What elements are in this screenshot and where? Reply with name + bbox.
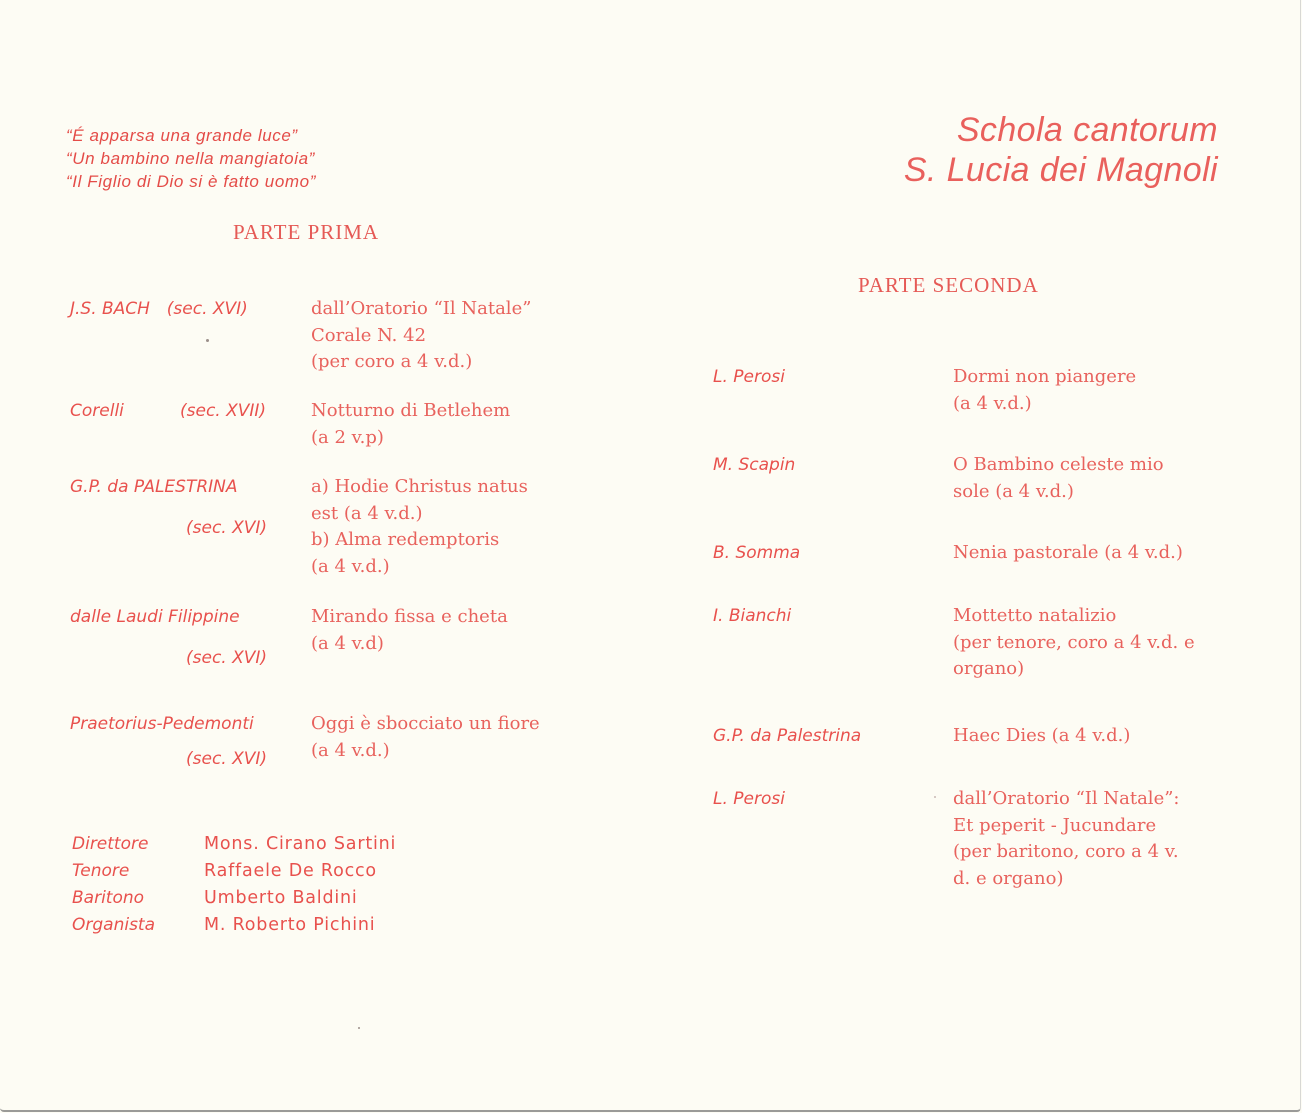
piece	[311, 474, 528, 580]
credits-names	[204, 831, 396, 939]
piece-line: Et peperit - Jucundare	[953, 814, 1157, 836]
piece-line: Haec Dies (a 4 v.d.)	[953, 725, 1131, 746]
composer-era: (sec. XVII)	[180, 401, 267, 421]
composer-name: I. Bianchi	[713, 606, 792, 626]
piece-line: (a 4 v.d.)	[311, 555, 390, 577]
title-line-1: Schola cantorum	[956, 111, 1218, 149]
piece-line: (per baritono, coro a 4 v.	[953, 841, 1179, 862]
composer-name: G.P. da PALESTRINA	[70, 477, 238, 497]
piece-line: (a 2 v.p)	[311, 426, 384, 448]
composer-name: L. Perosi	[713, 789, 785, 809]
piece-line: O Bambino celeste mio	[953, 454, 1164, 475]
piece	[311, 296, 531, 376]
composer-name: dalle Laudi Filippine	[70, 607, 240, 627]
piece-line: Corale N. 42	[311, 324, 427, 346]
composer-era: (sec. XVI)	[186, 749, 268, 769]
piece-line: (a 4 v.d.)	[953, 392, 1032, 414]
composer-name: B. Somma	[713, 543, 801, 563]
composer-name: M. Scapin	[713, 455, 796, 475]
piece-line: Notturno di Betlehem	[311, 400, 511, 421]
piece-line: Mirando fissa e cheta	[311, 606, 508, 627]
piece	[953, 723, 1130, 750]
credit-name: Raffaele De Rocco	[204, 861, 377, 881]
piece	[953, 540, 1183, 567]
epigraph-line: “Il Figlio di Dio si è fatto uomo”	[66, 172, 316, 191]
credit-role: Direttore	[72, 834, 149, 854]
piece-line: Nenia pastorale (a 4 v.d.)	[953, 542, 1183, 563]
composer-era: (sec. XVI)	[186, 648, 268, 668]
composer	[70, 296, 248, 322]
piece	[953, 364, 1136, 417]
piece-line: (per coro a 4 v.d.)	[311, 351, 473, 372]
piece	[311, 711, 540, 764]
credit-name: M. Roberto Pichini	[204, 915, 376, 935]
piece	[953, 603, 1195, 683]
credit-role: Tenore	[72, 861, 130, 881]
piece-line: Oggi è sbocciato un fiore	[311, 713, 540, 734]
piece-line: (a 4 v.d.)	[311, 739, 390, 761]
composer-name: Praetorius-Pedemonti	[70, 714, 254, 734]
piece	[311, 398, 510, 451]
credits-roles	[72, 831, 155, 939]
epigraph-line: “Un bambino nella mangiatoia”	[66, 149, 315, 168]
epigraph	[66, 124, 316, 193]
piece-line: Dormi non piangere	[953, 366, 1137, 387]
piece-line: b) Alma redemptoris	[311, 529, 500, 550]
title-line-2: S. Lucia dei Magnoli	[903, 151, 1218, 189]
piece	[953, 786, 1180, 892]
piece-line: a) Hodie Christus natus	[311, 476, 528, 497]
composer-name: G.P. da Palestrina	[713, 726, 862, 746]
credit-name: Umberto Baldini	[204, 888, 358, 908]
piece	[953, 452, 1164, 505]
ink-speck	[206, 339, 209, 342]
parte-seconda-heading: PARTE SECONDA	[858, 273, 1039, 297]
piece-line: est (a 4 v.d.)	[311, 502, 423, 524]
piece-line: sole (a 4 v.d.)	[953, 480, 1074, 502]
credit-role: Organista	[72, 915, 156, 935]
piece-line: (per tenore, coro a 4 v.d. e	[953, 631, 1195, 653]
piece-line: dall’Oratorio “Il Natale”:	[953, 788, 1180, 809]
parte-prima-heading: PARTE PRIMA	[233, 220, 380, 244]
credit-name: Mons. Cirano Sartini	[204, 834, 397, 854]
choir-title	[904, 110, 1218, 190]
piece	[311, 604, 508, 657]
piece-line: dall’Oratorio “Il Natale”	[311, 298, 532, 319]
composer-name: J.S. BACH	[70, 299, 150, 319]
epigraph-line: “É apparsa una grande luce”	[66, 126, 298, 145]
paper-speck	[358, 1027, 360, 1029]
composer-name: Corelli	[70, 401, 124, 421]
piece-line: Mottetto natalizio	[953, 605, 1117, 626]
paper-speck	[934, 796, 936, 798]
credit-role: Baritono	[72, 888, 145, 908]
composer-era: (sec. XVI)	[186, 518, 268, 538]
composer-name: L. Perosi	[713, 367, 785, 387]
composer-era: (sec. XVI)	[166, 299, 248, 319]
piece-line: (a 4 v.d)	[311, 632, 384, 654]
piece-line: d. e organo)	[953, 867, 1064, 889]
piece-line: organo)	[953, 658, 1025, 679]
